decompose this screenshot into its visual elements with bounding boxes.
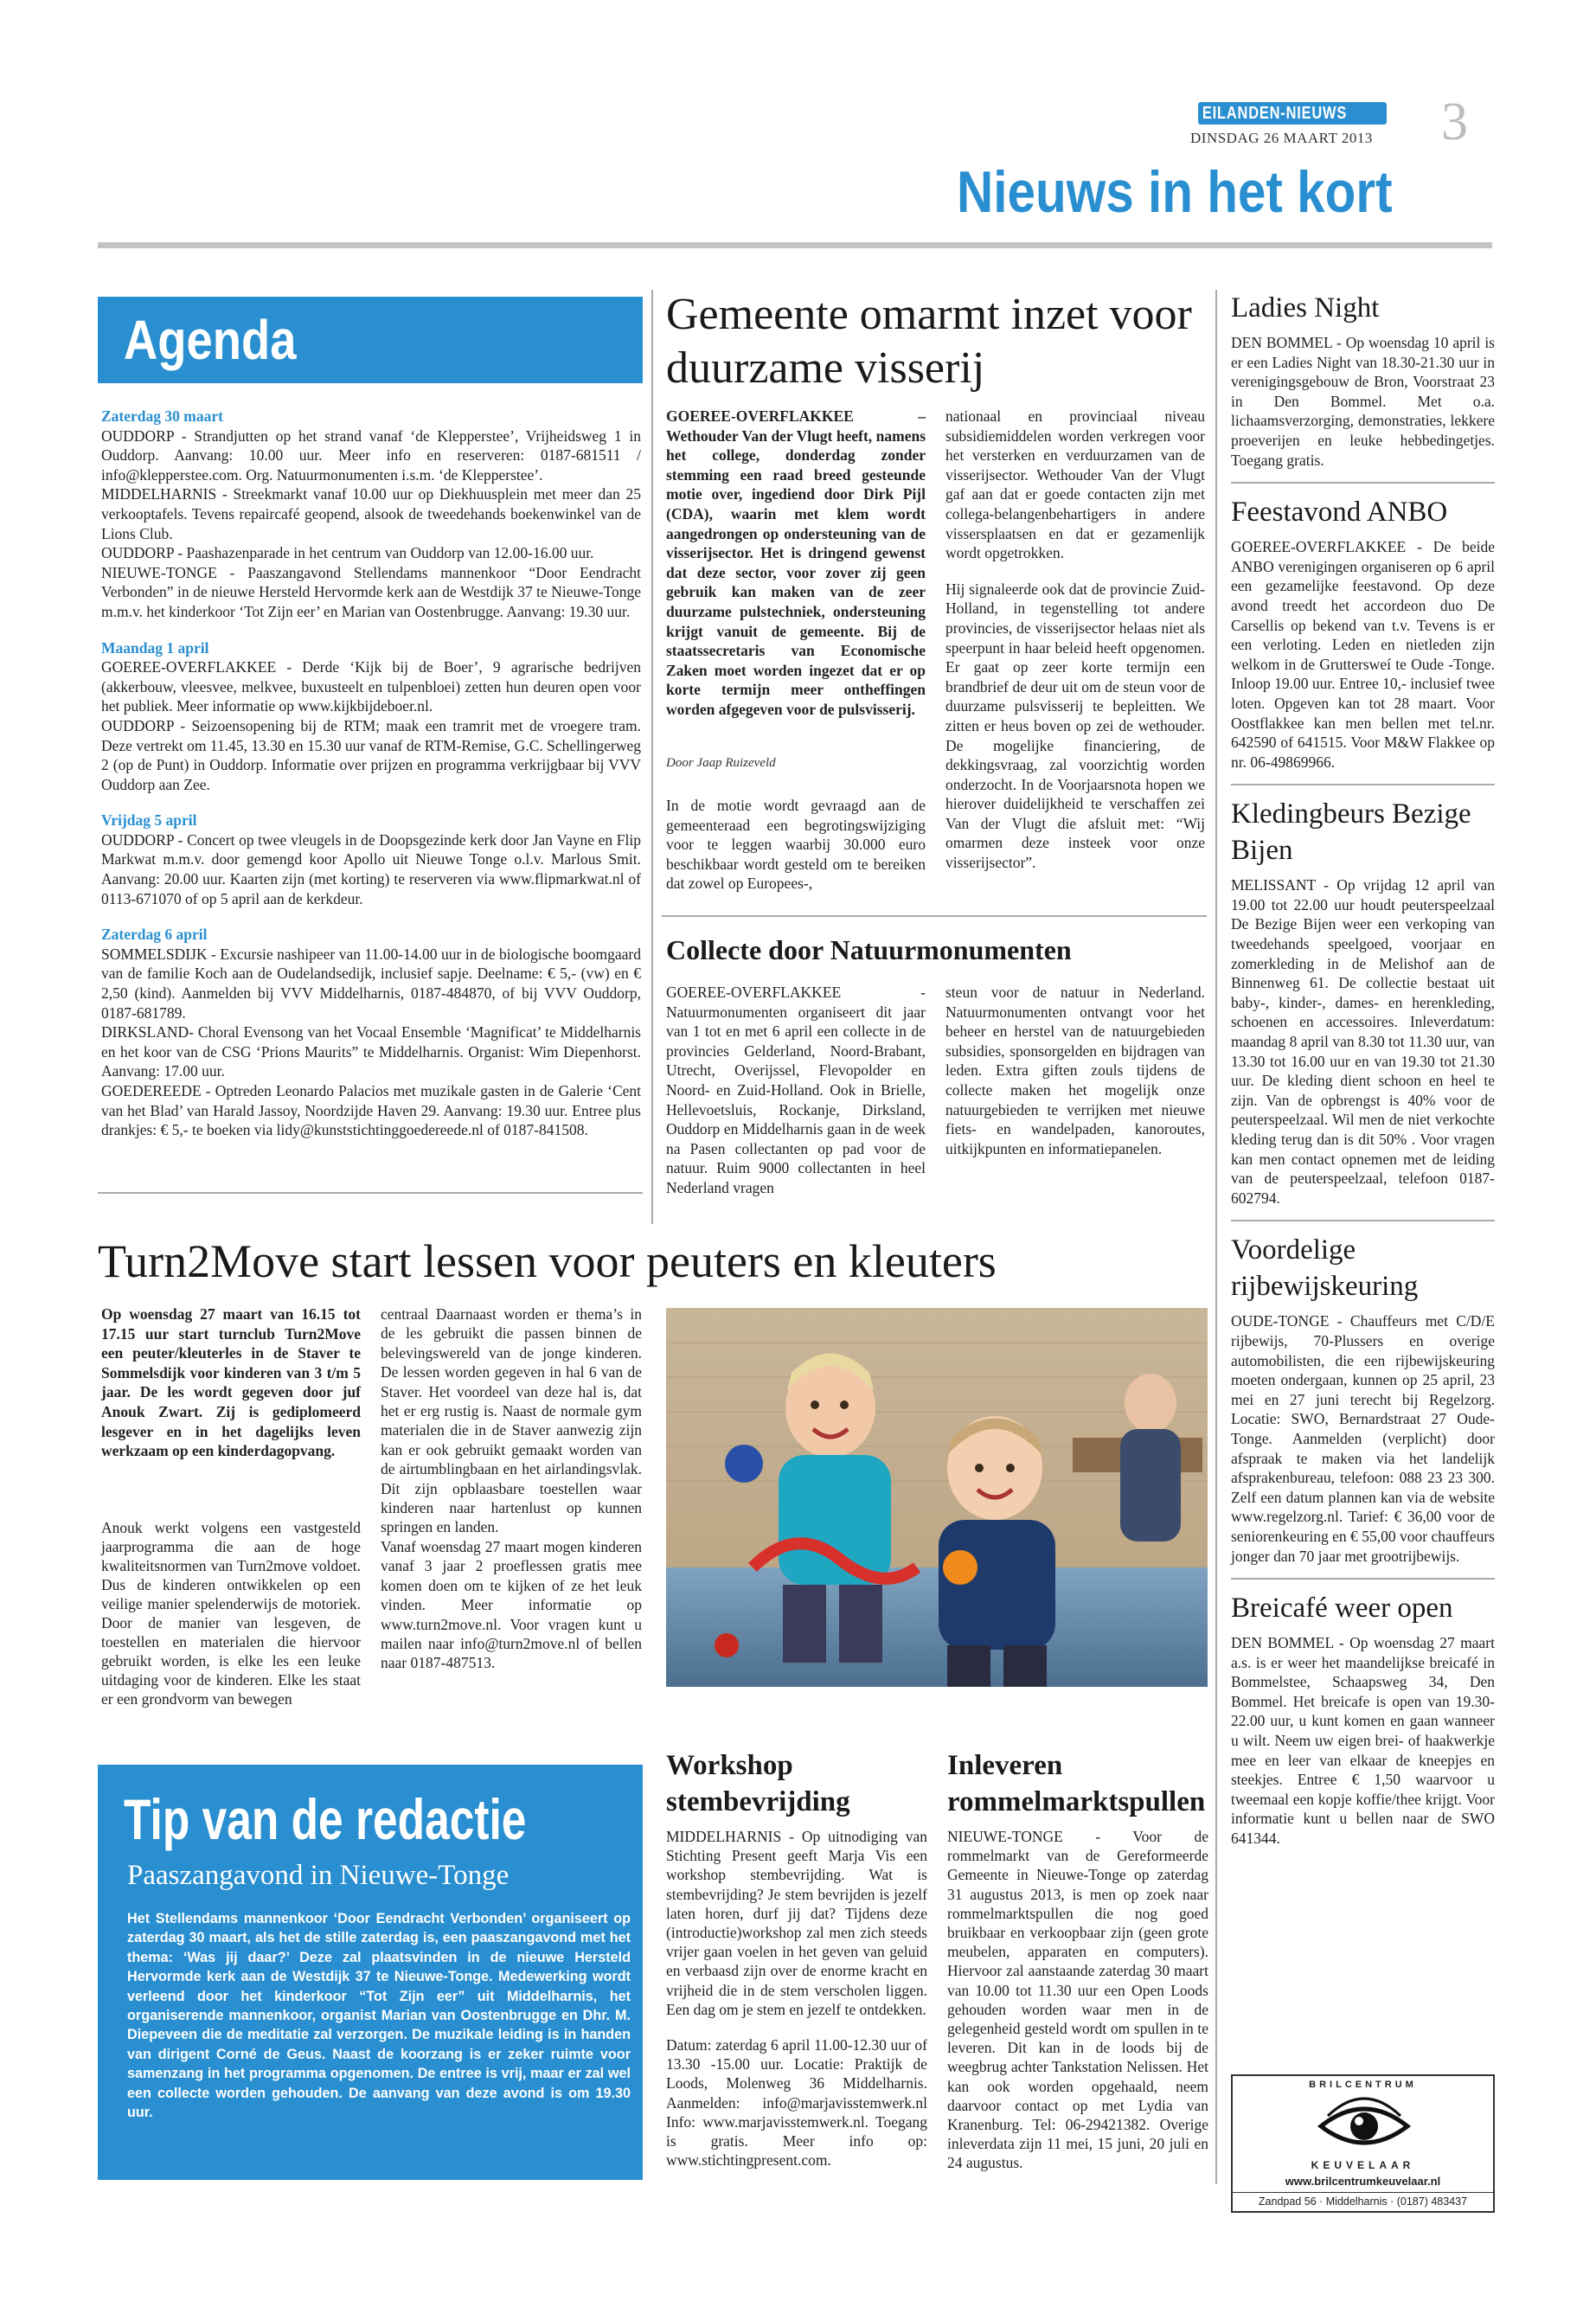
sidebar-item-title: Feestavond ANBO bbox=[1231, 497, 1448, 529]
workshop-body bbox=[666, 1827, 927, 2170]
sidebar-item-title: Voordelige rijbewijskeuring bbox=[1231, 1234, 1419, 1303]
sidebar-item-title: Breicafé weer open bbox=[1231, 1593, 1453, 1625]
ad-address: Zandpad 56 · Middelharnis · (0187) 483437 bbox=[1233, 2192, 1493, 2208]
agenda-day-date: Vrijdag 5 april bbox=[101, 811, 197, 830]
main-article-lead: GOEREE-OVERFLAKKEE – Wethouder Van der Vlugt heeft, namens het college, donderdag zonder stemming een raad breed gesteunde motie over, ingediend door Dirk Pijl (CDA), waarin met klem wordt aangedrongen op ondersteuning van de visserijsector. Het is dringend gewenst dat deze sector, voor zover zij geen gebruik kan maken van de zeer duurzame pulstechniek, ondersteuning krijgt vanuit de gemeente. Bij de staatssecretaris van Economische Zaken moet worden ingezet dat er op korte termijn meer ontheffingen worden afgegeven voor de pulsvisserij. bbox=[666, 407, 926, 718]
advertisement bbox=[1231, 2074, 1495, 2213]
main-article-col1: In de motie wordt gevraagd aan de gemeenteraad een begrotingswijziging voor te leggen waarbij 30.000 euro beschikbaar wordt gesteld om te bereiken dat zowel op Europees-, bbox=[666, 797, 926, 893]
agenda-item: OUDDORP - Strandjutten op het strand vanaf ‘de Klepperstee’, Vrijheidsweg 1 in Ouddorp. Aanvang: 10.00 uur. Meer info en reserveren: 0187-681511 / info@klepperstee.com. Org. Natuurmonumenten i.s.m. ‘de Klepperstee’. bbox=[101, 426, 641, 484]
agenda-item: GOEREE-OVERFLAKKEE - Derde ‘Kijk bij de Boer’, 9 agrarische bedrijven (akkerbouw, vleesvee, melkvee, buxusteelt en tulpenbloei) zetten hun deuren open voor het publiek. Meer informatie op www.kijkbijdeboer.nl. bbox=[101, 658, 641, 715]
agenda-item: OUDDORP - Seizoensopening bij de RTM; maak een tramrit met de vroegere tram. Deze vertrekt om 11.45, 13.30 en 15.30 uur vanaf de RTM-Remise, G.C. Schellingerweg 2 (op de Punt) in Ouddorp. Informatie over prijzen en programma verkrijgbaar bij VVV Ouddorp aan Zee. bbox=[101, 716, 641, 793]
collecte-col2: steun voor de natuur in Nederland. Natuurmonumenten ontvangt voor het beheer en herstel van de natuurgebieden subsidies, sponsorgelden en bijdragen van leden. Extra giften zouls tijdens de collecte maken het mogelijk onze natuurgebieden te verrijken met nieuwe fiets- en wandelpaden, kanoroutes, uitkijkpunten en informatiepanelen. bbox=[945, 984, 1205, 1157]
sidebar-item-title: Kledingbeurs Bezige Bijen bbox=[1231, 798, 1471, 867]
turn2move-headline: Turn2Move start lessen voor peuters en kleuters bbox=[98, 1235, 997, 1287]
turn2move-para: centraal Daarnaast worden er thema’s in de les gebruikt die passen binnen de belevingswereld van de jonge kinderen. De lessen worden gegeven in hal 6 van de Staver. Het voordeel van deze hal is, dat het er erg rustig is. Naast de normale gym materialen die in de Staver aanwezig zijn kan er ook gebruikt gemaakt worden van de airtumblingbaan en het airlandingsvlak. Dit zijn opblaasbare toestellen waar kinderen naar hartenlust op kunnen springen en landen. bbox=[381, 1305, 642, 1536]
rommel-body: NIEUWE-TONGE - Voor de rommelmarkt van de Gereformeerde Gemeente in Nieuwe-Tonge op zaterdag 31 augustus 2013, is men op zoek naar rommelmarktspullen die nog goed bruikbaar en verkoopbaar zijn (geen grote meubelen, apparaten en computers). Hiervoor zal aanstaande zaterdag 30 maart van 10.00 tot 11.30 uur een Open Loods gehouden worden waar men in de gelegenheid gesteld wordt om spullen in te leveren. Dit kan in de loods bij de weegbrug achter Tankstation Nelissen. Het kan ook worden opgehaald, neem daarvoor contact op met Lydia van Kranenburg. Tel: 06-29421382. Overige inleverdata zijn 11 mei, 15 juni, 20 juli en 24 augustus. bbox=[947, 1828, 1208, 2172]
tip-body: Het Stellendams mannenkoor ‘Door Eendracht Verbonden’ organiseert op zaterdag 30 maart, als het de stille zaterdag is, een paaszangavond met het thema: ‘Was jij daar?’ Deze zal plaatsvinden in de nieuwe Hersteld Hervormde kerk aan de Westdijk 37 te Nieuwe-Tonge. Medewerking wordt verleend door het kinderkoor “Tot Zijn eer” uit Middelharnis, het organiserende mannenkoor, organist Marian van Oostenbrugge en Dhr. M. Diepeveen die de meditatie zal verzorgen. De muzikale leiding is in handen van dirigent Corné de Geus. Naast de koorzang is er zeker ruimte voor samenzang in het programma opgenomen. De entree is vrij, maar er zal wel een collecte worden gehouden. De aanvang van deze avond is om 19.30 uur. bbox=[127, 1911, 631, 2121]
column-divider-left bbox=[651, 290, 653, 1224]
turn2move-col2 bbox=[381, 1304, 642, 1673]
agenda-day bbox=[101, 638, 641, 795]
sidebar-item-body: GOEREE-OVERFLAKKEE - De beide ANBO verenigingen organiseren op 6 april een gezamelijke feestavond. Op deze avond treedt het accordeon duo De Carsellis op bekend van t.v. Tevens is er een verloting. Leden en nietleden zijn welkom in de Gruttersweí te Oude -Tonge. Inloop 19.00 uur. Entree 10,- inclusief twee loten. Opgeven kan tot 28 maart. Voor Oostflakkee kan men bellen met tel.nr. 642590 of 641515. Voor M&W Flakkee op nr. 06-49869966. bbox=[1231, 538, 1495, 771]
agenda-item: OUDDORP - Concert op twee vleugels in de Doopsgezinde kerk door Jan Vayne en Flip Markwat m.m.v. door gemengd koor Apollo uit Nieuwe Tonge o.l.v. Marlous Smit. Aanvang: 20.00 uur. Kaarten zijn (met korting) te reserveren via www.flipmarkwat.nl of 0113-671070 of op 5 april aan de kerkdeur. bbox=[101, 830, 641, 907]
sidebar-rule bbox=[1231, 784, 1495, 785]
page-number: 3 bbox=[1441, 93, 1468, 151]
header-rule bbox=[98, 242, 1492, 248]
agenda-item: DIRKSLAND- Choral Evensong van het Vocaal Ensemble ‘Magnificat’ te Middelharnis en het koor van de CSG ‘Prions Maurits” te Middelharnis. Organist: Wim Diepenhorst. Aanvang: 17.00 uur. bbox=[101, 1023, 641, 1080]
eye-logo-icon bbox=[1304, 2081, 1425, 2164]
column-divider-right bbox=[1215, 290, 1217, 2184]
turn2move-lead: Op woensdag 27 maart van 16.15 tot 17.15 uur start turnclub Turn2Move een peuter/kleuterles in de Staver te Sommelsdijk voor kinderen van 3 t/m 5 jaar. De les wordt gegeven door juf Anouk Zwart. Zij is gediplomeerd lesgever en in het dagelijks leven werkzaam op een kinderdagopvang. bbox=[101, 1305, 361, 1460]
main-article-para: nationaal en provinciaal niveau subsidiemiddelen worden verkregen voor het versterken en verduurzamen van de visserijsector. Wethouder Van der Vlugt gaf aan dat er goede contacten zijn met collega-belangenbehartigers in andere vissersplaatsen en dat er gezamenlijk wordt opgetrokken. bbox=[945, 407, 1205, 562]
turn2move-photo bbox=[666, 1308, 1208, 1687]
tip-title: Tip van de redactie bbox=[124, 1787, 527, 1851]
agenda-item: OUDDORP - Paashazenparade in het centrum van Ouddorp van 12.00-16.00 uur. bbox=[101, 544, 594, 562]
tip-subtitle: Paaszangavond in Nieuwe-Tonge bbox=[127, 1860, 510, 1891]
workshop-para: MIDDELHARNIS - Op uitnodiging van Stichting Present geeft Marja Vis een workshop stembevrijding. Wat is stembevrijding? Je stem bevrijden is jezelf laten horen, durf jij dat? Tijdens deze (introductie)workshop zal men zich steeds vrijer gaan voelen in het geven van geluid en verbaasd zijn over de enorme kracht en vrijheid die in de stem verscholen liggen. Een dag om je stem en jezelf te ontdekken. bbox=[666, 1828, 927, 2018]
children-playing-photo bbox=[666, 1308, 1208, 1687]
main-article-headline: Gemeente omarmt inzet voor duurzame visserij bbox=[666, 290, 1192, 393]
agenda-day-date: Zaterdag 30 maart bbox=[101, 407, 223, 425]
main-article-rule bbox=[662, 915, 1207, 917]
issue-date: DINSDAG 26 MAART 2013 bbox=[1190, 130, 1373, 146]
agenda-day bbox=[101, 811, 641, 908]
sidebar-item-body: DEN BOMMEL - Op woensdag 27 maart a.s. is er weer het maandelijkse breicafé in Bommelstee, Schaapsweg 34, Den Bommel. Het breicafe is open van 19.30-22.00 uur, u kunt komen en gaan wanneer u wilt. Neem uw eigen brei- of haakwerkje mee en leer van elkaar de kneepjes en steekjes. Entree € 1,50 waarvoor u tweemaal een kopje koffie/thee krijgt. Voor informatie kunt u bellen naar de SWO 641344. bbox=[1231, 1634, 1495, 1848]
workshop-details: Datum: zaterdag 6 april 11.00-12.30 uur of 13.30 -15.00 uur. Locatie: Praktijk de Loods, Molenweg 36 Middelharnis. Aanmelden: info@marjavisstemwerk.nl Info: www.marjavisstemwerk.nl. Toegang is gratis. Meer info op: www.stichtingpresent.com. bbox=[666, 2036, 927, 2170]
masthead-brand-logo: EILANDEN-NIEUWS bbox=[1198, 102, 1387, 125]
rommel-headline: Inleveren rommelmarktspullen bbox=[947, 1750, 1206, 1817]
workshop-headline: Workshop stembevrijding bbox=[666, 1750, 850, 1817]
collecte-headline: Collecte door Natuurmonumenten bbox=[666, 934, 1072, 965]
agenda-item: NIEUWE-TONGE - Paaszangavond Stellendams mannenkoor “Door Eendracht Verbonden” in de nieuwe Hersteld Hervormde kerk aan de Westdijk 37 te Nieuwe-Tonge m.m.v. het kinderkoor ‘Tot Zijn eer’ en Marian van Oostenbrugge. Aanvang: 19.30 uur. bbox=[101, 563, 641, 620]
agenda-bottom-rule bbox=[98, 1192, 643, 1194]
turn2move-col1: Anouk werkt volgens een vastgesteld jaarprogramma die aan de hoge kwaliteitsnormen van Turn2move voldoet. Dus de kinderen ontwikkelen op een veilige manier spelenderwijs de motoriek. Door de manier van lesgeven, de toestellen en materialen die hiervoor gebruikt worden, is elke les een leuke uitdaging voor de kinderen. Elke les staat er een grondvorm van bewegen bbox=[101, 1519, 361, 1708]
turn2move-para: Vanaf woensdag 27 maart mogen kinderen vanaf 3 jaar 2 proeflessen gratis mee komen doen om te kijken of ze het leuk vinden. Meer informatie op www.turn2move.nl. Voor vragen kunt u mailen naar info@turn2move.nl of bellen naar 0187-487513. bbox=[381, 1537, 642, 1672]
sidebar-item-body: MELISSANT - Op vrijdag 12 april van 19.00 tot 22.00 uur houdt peuterspeelzaal De Bezige Bijen weer een verkoping van tweedehands speelgoed, voorjaar en zomerkleding in de Melishof aan de Binnenweg 61. De collectie bestaat uit baby-, kinder-, dames- en herenkleding, schoenen en accessoires. Inleverdatum: maandag 8 april van 8.30 tot 11.30 uur, van 13.30 tot 16.00 uur en van 19.30 tot 21.30 uur. De kleding dient schoon en heel te zijn. Van de opbrengst is 40% voor de peuterspeelzaal. Wil men de niet verkochte kleding terug dan is dit 50% . Voor vragen kan men contact opnemen met de leiding van de peuterspeelzaal, telefoon 0187-602794. bbox=[1231, 876, 1495, 1207]
ad-brand-top: BRILCENTRUM bbox=[1309, 2080, 1417, 2090]
agenda-item: SOMMELSDIJK - Excursie nashipeer van 11.00-14.00 uur in de biologische boomgaard van de familie Koch aan de Oudelandsedijk, inclusief sapje. Deelname: € 5,- (vw) en € 2,50 (kind). Aanmelden bij VVV Middelharnis, 0187-484870, of bij VVV Ouddorp, 0187-681789. bbox=[101, 945, 641, 1022]
main-article-col2 bbox=[945, 407, 1205, 873]
ad-website[interactable]: www.brilcentrumkeuvelaar.nl bbox=[1285, 2175, 1441, 2188]
sidebar-item-body: OUDE-TONGE - Chauffeurs met C/D/E rijbewijs, 70-Plussers en overige automobilisten, die een rijbewijskeuring moeten ondergaan, kunnen op 25 april, 23 mei en 27 juni terecht bij Regelzorg. Locatie: SWO, Bernardstraat 27 Oude-Tonge. Aanmelden (verplicht) door afspraak te maken via het landelijk afsprakenbureau, telefoon: 088 23 23 300. Zelf een datum plannen kan via de website www.regelzorg.nl. Tarief: € 36,00 voor de seniorenkeuring en € 55,00 voor chauffeurs jonger dan 70 jaar met grootrijbewijs. bbox=[1231, 1312, 1495, 1565]
main-article-byline: Door Jaap Ruizeveld bbox=[666, 756, 776, 770]
section-title: Nieuws in het kort bbox=[957, 159, 1393, 225]
agenda-item: MIDDELHARNIS - Streekmarkt vanaf 10.00 uur op Diekhuusplein met meer dan 25 verkooptafels. Tevens repaircafé geopend, alsook de tweedehands boekenwinkel van de Lions Club. bbox=[101, 485, 641, 542]
agenda-header: Agenda bbox=[98, 297, 643, 383]
agenda-day-date: Zaterdag 6 april bbox=[101, 926, 208, 944]
agenda-day bbox=[101, 925, 641, 1140]
agenda-item: GOEDEREEDE - Optreden Leonardo Palacios met muzikale gasten in de Galerie ‘Cent van het Blad’ van Harald Jassoy, Noordzijde Haven 29. Aanvang: 19.30 uur. Entree plus drankjes: € 5,- te boeken via lidy@kunststichtinggoedereede.nl of 0187-841508. bbox=[101, 1082, 641, 1139]
main-article-para: Hij signaleerde ook dat de provincie Zuid-Holland, in tegenstelling tot andere provincies, de visserijsector helaas niet als speerpunt in haar beleid heeft opgenomen. Er gaat op zeer korte termijn een brandbrief de deur uit om de steun voor de duurzame pulsvisserij te bepleitten. We zitten er heus boven op zei de wethouder. De mogelijke financiering, de dekkingsvraag, zal voorzichtig worden onderzocht. In de Voorjaarsnota hopen we hierover duidelijkheid te verschaffen zei Van der Vlugt die afsluit met: “Wij omarmen deze insteek voor onze visserijsector”. bbox=[945, 580, 1205, 872]
sidebar-item-title: Ladies Night bbox=[1231, 292, 1380, 324]
sidebar-rule bbox=[1231, 482, 1495, 484]
agenda-day-date: Maandag 1 april bbox=[101, 638, 209, 657]
sidebar bbox=[1231, 290, 1495, 1849]
sidebar-rule bbox=[1231, 1578, 1495, 1580]
agenda-list bbox=[101, 407, 641, 1140]
collecte-col1: GOEREE-OVERFLAKKEE - Natuurmonumenten organiseert dit jaar van 1 tot en met 6 april een collecte in de provincies Gelderland, Noord-Brabant, Utrecht, Overijssel, Flevopolder en Noord- en Zuid-Holland. Ook in Brielle, Hellevoetsluis, Rockanje, Dirksland, Ouddorp en Middelharnis gaan in de week na Pasen collectanten op pad voor de natuur. Ruim 9000 collectanten in heel Nederland vragen bbox=[666, 984, 926, 1196]
sidebar-item-body: DEN BOMMEL - Op woensdag 10 april is er een Ladies Night van 18.30-21.30 uur in verenigingsgebouw de Bron, Voorstraat 23 in Den Bommel. Met o.a. lichaamsverzorging, demonstraties, lekkere proeverijen en leuke hebbedingetjes. Toegang gratis. bbox=[1231, 334, 1495, 469]
ad-brand-bottom: KEUVELAAR bbox=[1311, 2159, 1415, 2171]
agenda-day bbox=[101, 407, 641, 622]
sidebar-rule bbox=[1231, 1220, 1495, 1221]
tip-box bbox=[98, 1765, 643, 2180]
